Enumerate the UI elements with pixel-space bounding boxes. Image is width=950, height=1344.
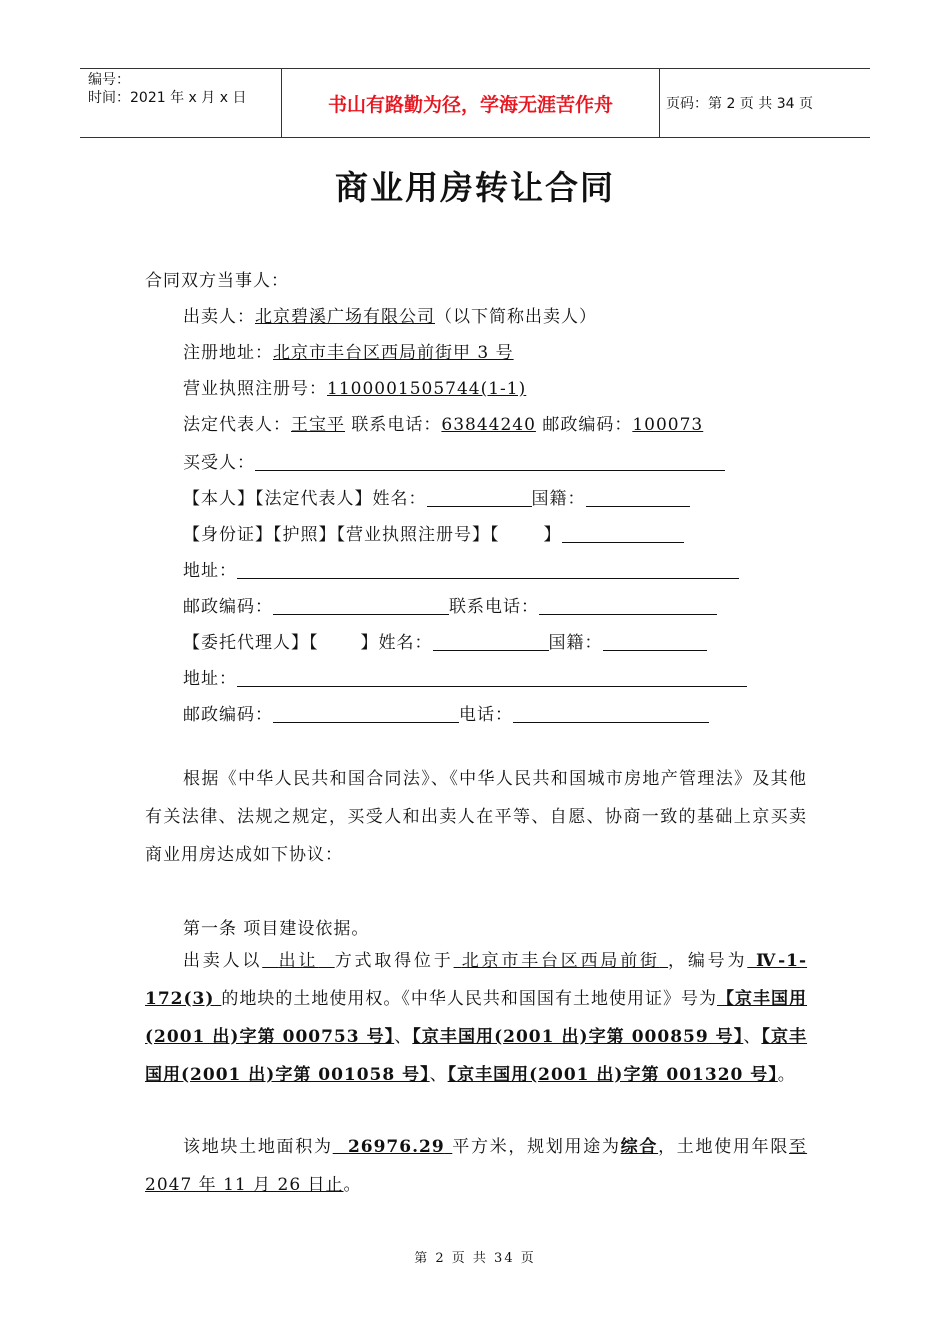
seller-address: 北京市丰台区西局前街甲 3 号	[273, 343, 514, 363]
preamble: 根据《中华人民共和国合同法》、《中华人民共和国城市房地产管理法》及其他有关法律、法规之规定，买受人和出卖人在平等、自愿、协商一致的基础上京买卖商业用房达成如下协议：	[145, 769, 807, 865]
buyer-address-field[interactable]	[237, 561, 739, 579]
header-number: 编号：	[88, 72, 130, 88]
land-acquisition-method	[262, 951, 334, 971]
agent-line	[183, 628, 707, 653]
land-certificate-4: 【京丰国用(2001 出)字第 001320 号】	[447, 1065, 778, 1085]
method-value: 出让	[278, 951, 319, 971]
buyer-contact-line	[183, 592, 717, 617]
buyer-id-close: 】	[543, 525, 562, 545]
seller-rep-line	[183, 410, 703, 435]
seller-line	[183, 302, 597, 327]
land-area	[333, 1137, 453, 1157]
land-certificate-1: 【京丰国用(2001 出)字第 000753 号】	[145, 989, 808, 1047]
article1-paragraph1	[145, 942, 807, 1094]
seller-license-label: 营业执照注册号：	[183, 379, 327, 399]
text-fragment: 该地块土地面积为	[183, 1137, 333, 1157]
agent-label: 【委托代理人】【	[183, 633, 319, 653]
land-use: 综合	[620, 1137, 659, 1157]
article1-paragraph2	[145, 1128, 807, 1204]
agent-zip-label: 邮政编码：	[183, 705, 273, 725]
agent-nationality-field[interactable]	[603, 633, 707, 651]
buyer-address-label: 地址：	[183, 561, 237, 581]
land-term: 至 2047 年 11 月 26 日止	[145, 1137, 808, 1195]
buyer-nationality-label: 国籍：	[531, 489, 586, 509]
seller-zip-label: 邮政编码：	[542, 415, 633, 435]
seller-license: 1100001505744(1-1)	[327, 379, 527, 399]
buyer-address-line	[183, 556, 739, 581]
land-certificate-2: 【京丰国用(2001 出)字第 000859 号】	[412, 1027, 744, 1047]
seller-name: 北京碧溪广场有限公司	[255, 307, 435, 327]
period: 。	[343, 1175, 362, 1195]
text-fragment: ，编号为	[668, 951, 748, 971]
agent-zip-field[interactable]	[273, 705, 459, 723]
buyer-person-name-field[interactable]	[427, 489, 532, 507]
separator: 、	[743, 1027, 762, 1047]
buyer-id-label: 【身份证】【护照】【营业执照注册号】【	[183, 525, 500, 545]
text-fragment: ，土地使用年限	[658, 1137, 790, 1157]
buyer-id-line	[183, 520, 684, 545]
agent-contact-line	[183, 700, 709, 725]
text-fragment: 的地块的土地使用权。《中华人民共和国国有土地使用证》号为	[221, 989, 717, 1009]
text-fragment: 出卖人以	[183, 951, 263, 971]
page-footer: 第 2 页 共 34 页	[414, 1251, 536, 1266]
seller-address-label: 注册地址：	[183, 343, 273, 363]
buyer-self-rep-label: 【本人】【法定代表人】姓名：	[183, 489, 427, 509]
separator: 、	[429, 1065, 448, 1085]
document-title: 商业用房转让合同	[335, 168, 615, 207]
buyer-nationality-field[interactable]	[586, 489, 690, 507]
seller-license-line	[183, 374, 526, 399]
header-page-info: 页码：第 2 页 共 34 页	[666, 96, 813, 112]
seller-phone-label: 联系电话：	[351, 415, 442, 435]
buyer-phone-field[interactable]	[539, 597, 717, 615]
header-motto: 书山有路勤为径，学海无涯苦作舟	[282, 69, 660, 137]
agent-address-field[interactable]	[237, 669, 747, 687]
seller-zip: 100073	[632, 415, 704, 435]
agent-nationality-label: 国籍：	[548, 633, 603, 653]
period: 。	[777, 1065, 796, 1085]
article1-heading: 第一条 项目建设依据。	[183, 919, 370, 939]
agent-phone-field[interactable]	[513, 705, 709, 723]
agent-name-field[interactable]	[433, 633, 549, 651]
buyer-zip-field[interactable]	[273, 597, 449, 615]
agent-phone-label: 电话：	[459, 705, 513, 725]
seller-rep: 王宝平	[291, 415, 345, 435]
agent-address-line	[183, 664, 747, 689]
land-location	[454, 951, 669, 971]
header-meta	[80, 69, 282, 137]
agent-close: 】姓名：	[360, 633, 433, 653]
page-header	[80, 68, 870, 138]
buyer-phone-label: 联系电话：	[449, 597, 539, 617]
text-fragment: 方式取得位于	[334, 951, 454, 971]
parcel-value: Ⅳ-1-172(3)	[145, 951, 808, 1009]
buyer-label: 买受人：	[183, 453, 255, 473]
seller-rep-label: 法定代表人：	[183, 415, 291, 435]
land-certificate-3: 【京丰国用(2001 出)字第 001058 号】	[145, 1027, 808, 1085]
text-fragment: 平方米，规划用途为	[452, 1137, 621, 1157]
location-value: 北京市丰台区西局前街	[461, 951, 660, 971]
separator: 、	[394, 1027, 413, 1047]
seller-alias: （以下简称出卖人）	[435, 307, 597, 327]
seller-address-line	[183, 338, 514, 363]
area-value: 26976.29	[347, 1137, 445, 1157]
buyer-self-line	[183, 484, 690, 509]
header-time: 时间：2021 年 x 月 x 日	[88, 90, 247, 106]
parties-heading: 合同双方当事人：	[145, 271, 289, 291]
seller-phone: 63844240	[441, 415, 536, 435]
seller-label: 出卖人：	[183, 307, 255, 327]
buyer-line	[183, 448, 725, 473]
buyer-name-field[interactable]	[255, 453, 725, 471]
buyer-id-field[interactable]	[562, 525, 684, 543]
buyer-zip-label: 邮政编码：	[183, 597, 273, 617]
agent-address-label: 地址：	[183, 669, 237, 689]
